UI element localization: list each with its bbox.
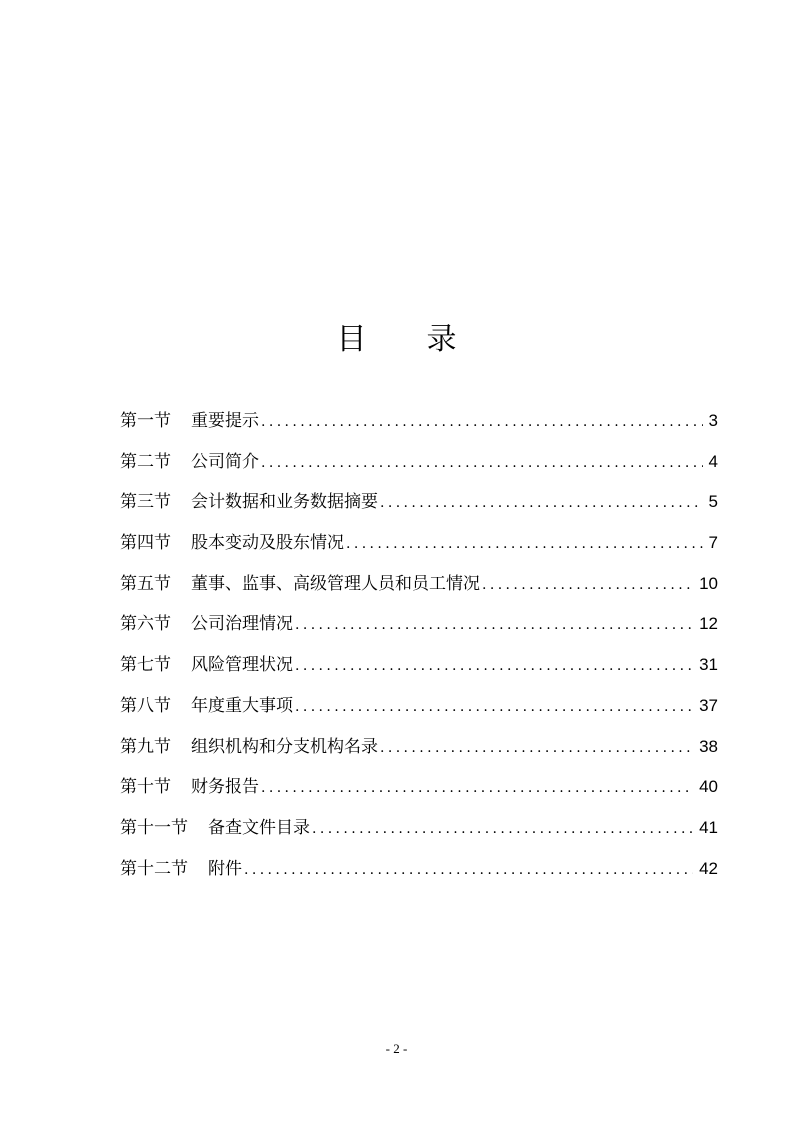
table-of-contents: [120, 405, 718, 893]
toc-entry[interactable]: [120, 527, 718, 568]
toc-entry[interactable]: [120, 608, 718, 649]
toc-page-number: 12: [699, 614, 718, 634]
toc-page-number: 31: [699, 655, 718, 675]
toc-section-title: 备查文件目录: [208, 817, 310, 838]
toc-section-title: 风险管理状况: [191, 655, 293, 676]
toc-entry[interactable]: [120, 486, 718, 527]
toc-page-number: 4: [708, 451, 718, 471]
toc-dot-leader: [380, 487, 703, 519]
toc-page-number: 42: [699, 858, 718, 878]
toc-dot-leader: [312, 813, 693, 845]
toc-section-number: 第七节: [120, 655, 171, 676]
toc-section-title: 组织机构和分支机构名录: [191, 736, 378, 757]
toc-section-number: 第十一节: [120, 817, 188, 838]
toc-section-title: 附件: [208, 858, 242, 879]
toc-entry[interactable]: [120, 812, 718, 853]
toc-dot-leader: [295, 650, 693, 682]
toc-page-number: 3: [708, 411, 718, 430]
toc-page-number: 7: [708, 533, 718, 553]
toc-entry[interactable]: [120, 853, 718, 894]
toc-section-number: 第九节: [120, 736, 171, 757]
page-title: [0, 320, 793, 360]
toc-section-number: 第六节: [120, 614, 171, 635]
toc-page-number: 40: [699, 777, 718, 797]
toc-entry[interactable]: [120, 568, 718, 609]
toc-section-number: 第八节: [120, 695, 171, 716]
page-footer-number: - 2 -: [385, 1041, 408, 1056]
toc-page-number: 5: [708, 492, 718, 512]
toc-dot-leader: [261, 406, 703, 438]
toc-section-title: 公司治理情况: [191, 614, 293, 635]
title-char-1: 目: [336, 322, 367, 357]
toc-page-number: 38: [699, 736, 718, 756]
toc-section-title: 重要提示: [191, 411, 259, 431]
toc-entry[interactable]: [120, 731, 718, 772]
toc-section-number: 第一节: [120, 411, 171, 431]
toc-dot-leader: [261, 772, 693, 804]
toc-section-number: 第五节: [120, 573, 171, 594]
toc-section-title: 会计数据和业务数据摘要: [191, 492, 378, 513]
toc-page-number: 37: [699, 695, 718, 715]
toc-section-title: 财务报告: [191, 777, 259, 798]
toc-dot-leader: [295, 691, 693, 723]
toc-page-number: 41: [699, 817, 718, 837]
title-char-2: 录: [426, 322, 457, 357]
toc-section-number: 第三节: [120, 492, 171, 513]
toc-section-number: 第四节: [120, 533, 171, 554]
toc-entry[interactable]: [120, 771, 718, 812]
toc-page-number: 10: [699, 573, 718, 593]
toc-entry[interactable]: [120, 405, 718, 446]
toc-dot-leader: [346, 528, 703, 560]
toc-entry[interactable]: [120, 446, 718, 487]
toc-section-title: 股本变动及股东情况: [191, 533, 344, 554]
toc-section-title: 董事、监事、高级管理人员和员工情况: [191, 573, 480, 594]
toc-entry[interactable]: [120, 649, 718, 690]
toc-dot-leader: [244, 854, 693, 886]
toc-entry[interactable]: [120, 690, 718, 731]
toc-dot-leader: [482, 569, 693, 601]
toc-section-title: 公司简介: [191, 451, 259, 472]
toc-section-number: 第二节: [120, 451, 171, 472]
toc-dot-leader: [380, 732, 693, 764]
toc-section-title: 年度重大事项: [191, 695, 293, 716]
toc-section-number: 第十二节: [120, 858, 188, 879]
toc-section-number: 第十节: [120, 777, 171, 798]
toc-dot-leader: [261, 447, 703, 479]
toc-dot-leader: [295, 609, 693, 641]
